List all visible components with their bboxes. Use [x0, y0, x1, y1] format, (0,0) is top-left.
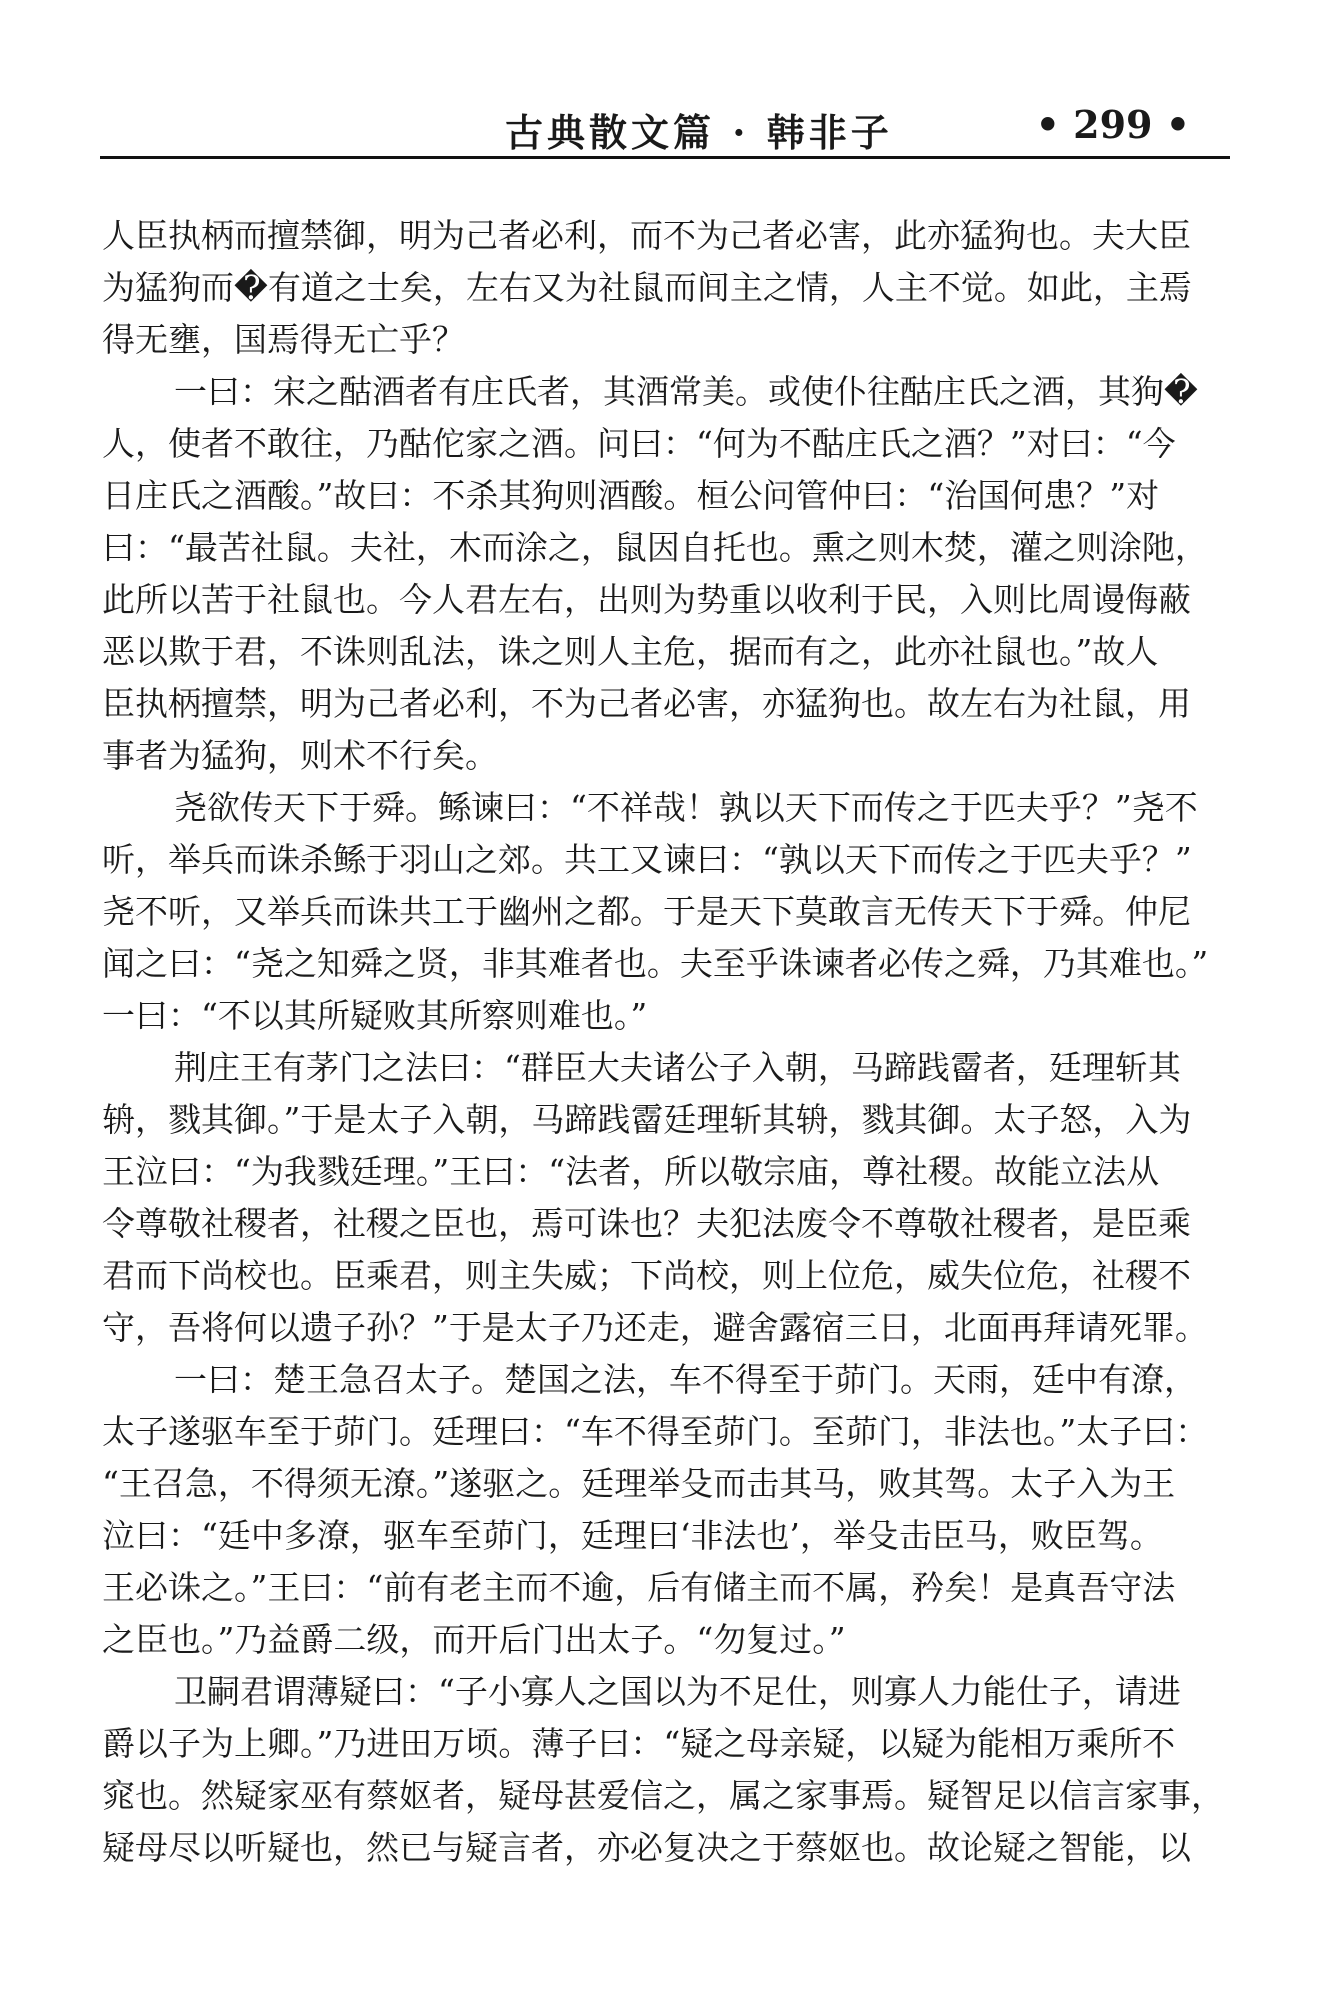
text-line: 曰：“最苦社鼠。夫社，木而涂之，鼠因自托也。熏之则木焚，灌之则涂阤， [102, 528, 1208, 567]
text-line: 人臣执柄而擅禁御，明为己者必利，而不为己者必害，此亦猛狗也。夫大臣 [102, 216, 1191, 255]
text-line: 泣曰：“廷中多潦，驱车至茆门，廷理曰‘非法也’，举殳击臣马，败臣驾。 [102, 1516, 1163, 1555]
text-line: 听，举兵而诛杀鲧于羽山之郊。共工又谏曰：“孰以天下而传之于匹夫乎？” [102, 840, 1192, 879]
text-line: 荆庄王有茅门之法曰：“群臣大夫诸公子入朝，马蹄践霤者，廷理斩其 [174, 1048, 1181, 1087]
text-line: 窕也。然疑家巫有蔡妪者，疑母甚爱信之，属之家事焉。疑智足以信言家事， [102, 1776, 1224, 1815]
text-line: 一曰：“不以其所疑败其所察则难也。” [102, 996, 648, 1035]
text-line: 尧欲传天下于舜。鲧谏曰：“不祥哉！孰以天下而传之于匹夫乎？”尧不 [174, 788, 1198, 827]
text-line: 人，使者不敢往，乃酤佗家之酒。问曰：“何为不酤庄氏之酒？”对曰：“今 [102, 424, 1176, 463]
text-line: 此所以苦于社鼠也。今人君左右，出则为势重以收利于民，入则比周谩侮蔽 [102, 580, 1191, 619]
text-line: 卫嗣君谓薄疑曰：“子小寡人之国以为不足仕，则寡人力能仕子，请进 [174, 1672, 1181, 1711]
text-line: 爵以子为上卿。”乃进田万顷。薄子曰：“疑之母亲疑，以疑为能相万乘所不 [102, 1724, 1176, 1763]
page-header [100, 96, 1230, 159]
text-line: 尧不听，又举兵而诛共工于幽州之都。于是天下莫敢言无传天下于舜。仲尼 [102, 892, 1191, 931]
text-line: 之臣也。”乃益爵二级，而开后门出太子。“勿复过。” [102, 1620, 846, 1659]
text-body [102, 210, 1232, 1874]
text-line: 疑母尽以听疑也，然已与疑言者，亦必复决之于蔡妪也。故论疑之智能，以 [102, 1828, 1191, 1867]
text-line: 王必诛之。”王曰：“前有老主而不逾，后有储主而不属，矜矣！是真吾守法 [102, 1568, 1176, 1607]
running-title: 古典散文篇 · 韩非子 [505, 110, 893, 155]
text-line: 一曰：宋之酤酒者有庄氏者，其酒常美。或使仆往酤庄氏之酒，其狗� [174, 372, 1198, 411]
text-line: “王召急，不得须无潦。”遂驱之。廷理举殳而击其马，败其驾。太子入为王 [102, 1464, 1176, 1503]
text-line: 王泣曰：“为我戮廷理。”王曰：“法者，所以敬宗庙，尊社稷。故能立法从 [102, 1152, 1160, 1191]
text-line: 辀，戮其御。”于是太子入朝，马蹄践霤廷理斩其辀，戮其御。太子怒，入为 [102, 1100, 1192, 1139]
text-line: 事者为猛狗，则术不行矣。 [102, 736, 498, 775]
text-line: 守，吾将何以遗子孙？”于是太子乃还走，避舍露宿三日，北面再拜请死罪。 [102, 1308, 1208, 1347]
text-line: 闻之曰：“尧之知舜之贤，非其难者也。夫至乎诛谏者必传之舜，乃其难也。” [102, 944, 1209, 983]
text-line: 太子遂驱车至于茆门。廷理曰：“车不得至茆门。至茆门，非法也。”太子曰： [102, 1412, 1209, 1451]
text-line: 君而下尚校也。臣乘君，则主失威；下尚校，则上位危，威失位危，社稷不 [102, 1256, 1191, 1295]
text-line: 一曰：楚王急召太子。楚国之法，车不得至于茆门。天雨，廷中有潦， [174, 1360, 1197, 1399]
text-line: 恶以欺于君，不诛则乱法，诛之则人主危，据而有之，此亦社鼠也。”故人 [102, 632, 1159, 671]
page-number: • 299 • [1035, 102, 1190, 147]
text-line: 得无壅，国焉得无亡乎？ [102, 320, 465, 359]
text-line: 为猛狗而�有道之士矣，左右又为社鼠而间主之情，人主不觉。如此，主焉 [102, 268, 1192, 307]
text-line: 臣执柄擅禁，明为己者必利，不为己者必害，亦猛狗也。故左右为社鼠，用 [102, 684, 1191, 723]
text-line: 令尊敬社稷者，社稷之臣也，焉可诛也？夫犯法废令不尊敬社稷者，是臣乘 [102, 1204, 1191, 1243]
text-line: 日庄氏之酒酸。”故曰：不杀其狗则酒酸。桓公问管仲曰：“治国何患？”对 [102, 476, 1160, 515]
